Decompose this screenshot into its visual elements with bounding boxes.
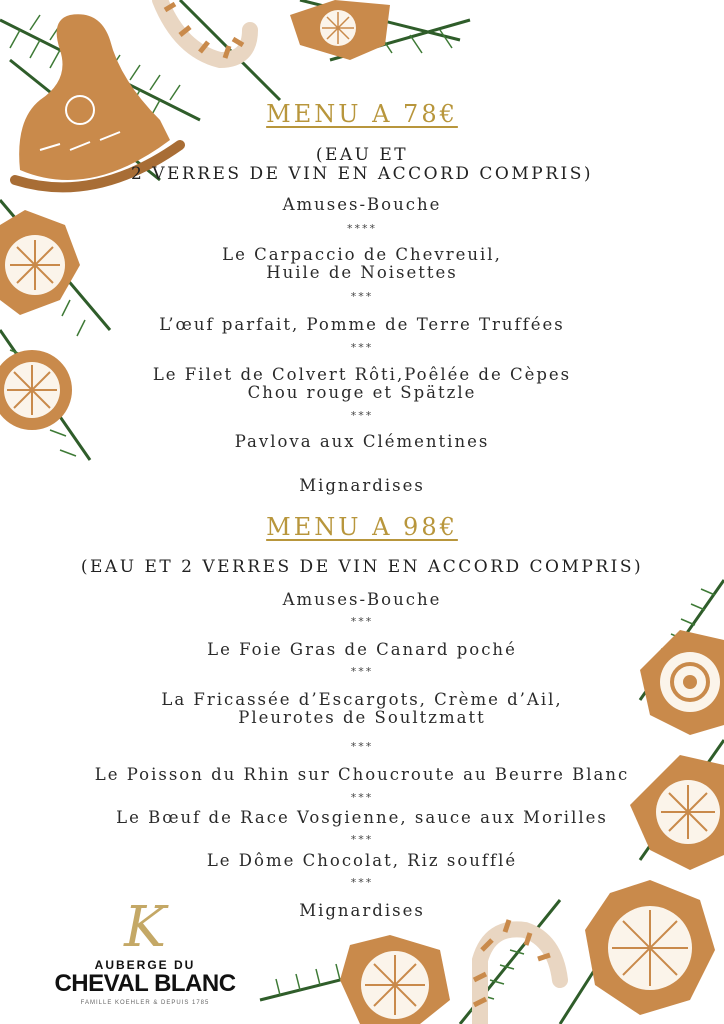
menu-98-item: Mignardises — [299, 901, 425, 920]
menu-78-item: L’œuf parfait, Pomme de Terre Truffées — [159, 315, 565, 334]
menu-98-subtitle: (EAU ET 2 VERRES DE VIN EN ACCORD COMPRIS) — [80, 557, 644, 577]
menu-78-item: Pavlova aux Clémentines — [234, 432, 490, 451]
menu-78-separator: *** — [350, 341, 374, 354]
menu-98-title: MENU A 98€ — [266, 513, 458, 541]
menu-78-title: MENU A 78€ — [266, 100, 458, 128]
menu-78-item: Chou rouge et Spätzle — [247, 383, 477, 402]
menu-98-separator: *** — [350, 740, 374, 753]
menu-78-item: Mignardises — [299, 476, 425, 495]
star-cookie-bottom-icon — [585, 880, 715, 1015]
menu-98-item: Amuses-Bouche — [282, 590, 442, 609]
logo-monogram: K — [124, 895, 166, 960]
menu-98-item: Pleurotes de Soultzmatt — [238, 708, 486, 727]
menu-98-item: Le Foie Gras de Canard poché — [207, 640, 517, 659]
menu-78-subtitle-line1: (EAU ET — [315, 145, 409, 165]
menu-98-separator: *** — [350, 833, 374, 846]
menu-98-separator: *** — [350, 876, 374, 889]
snowflake-cookie-bottom-icon — [340, 935, 450, 1024]
menu-98-separator: *** — [350, 615, 374, 628]
logo-line3: FAMILLE KOEHLER & DEPUIS 1785 — [80, 1000, 210, 1006]
menu-98-separator: *** — [350, 665, 374, 678]
menu-98-item: Le Bœuf de Race Vosgienne, sauce aux Morilles — [116, 808, 608, 827]
menu-98-separator: *** — [350, 791, 374, 804]
menu-78-separator: **** — [347, 222, 377, 235]
menu-78-item: Le Carpaccio de Chevreuil, — [222, 245, 502, 264]
auberge-logo — [40, 895, 250, 1006]
menu-98-item: Le Dôme Chocolat, Riz soufflé — [206, 851, 518, 870]
menu-98-item: La Fricassée d’Escargots, Crème d’Ail, — [161, 690, 563, 709]
menu-98-item: Le Poisson du Rhin sur Choucroute au Beurre Blanc — [94, 765, 630, 784]
menu-78-subtitle-line2: 2 VERRES DE VIN EN ACCORD COMPRIS) — [130, 164, 593, 184]
menu-78-separator: *** — [350, 409, 374, 422]
menu-78-item: Huile de Noisettes — [266, 263, 458, 282]
menu-78-item: Le Filet de Colvert Rôti,Poêlée de Cèpes — [152, 365, 572, 384]
menu-78-item: Amuses-Bouche — [282, 195, 442, 214]
logo-line1: AUBERGE DU — [94, 958, 196, 972]
logo-line2: CHEVAL BLANC — [54, 970, 236, 997]
candy-cane-bottom-icon — [474, 920, 560, 1024]
menu-78-separator: *** — [350, 290, 374, 303]
